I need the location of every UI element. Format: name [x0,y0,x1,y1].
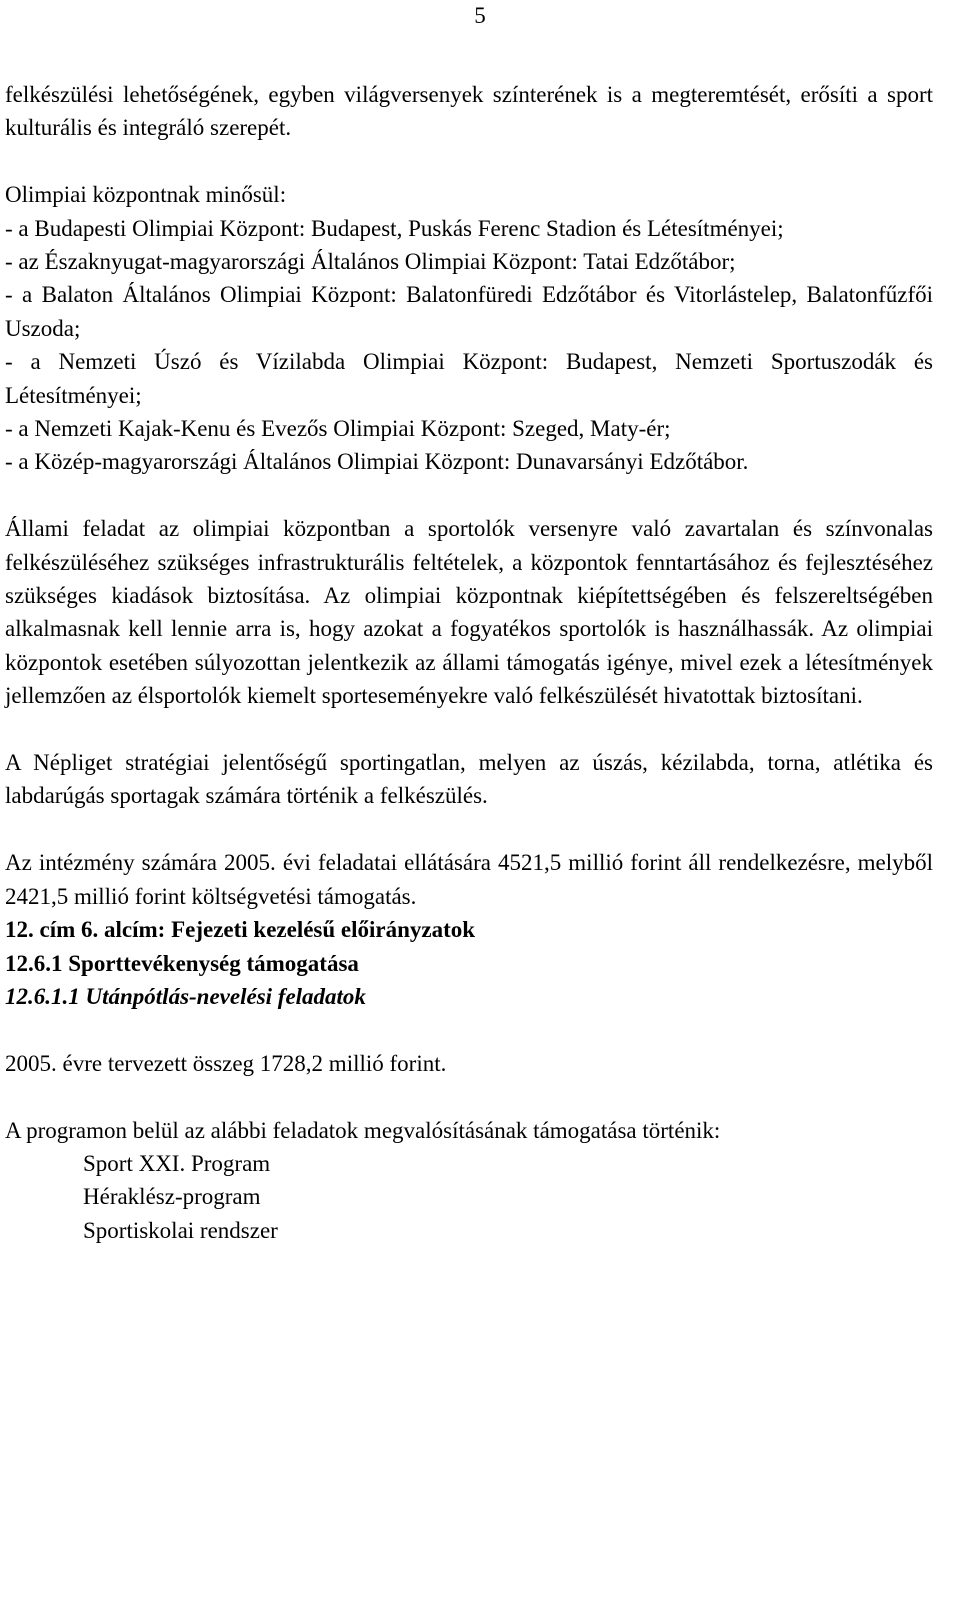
olympic-center-item: - a Nemzeti Úszó és Vízilabda Olimpiai Központ: Budapest, Nemzeti Sportuszodák és Létesítményei; [5,349,933,408]
program-list [5,1147,933,1247]
olympic-center-item: - a Balaton Általános Olimpiai Központ: Balatonfüredi Edzőtábor és Vitorlástelep, Balatonfűzfői Uszoda; [5,282,933,341]
olympic-center-item: - a Nemzeti Kajak-Kenu és Evezős Olimpiai Központ: Szeged, Maty-ér; [5,416,671,442]
section-heading-chapter: 12. cím 6. alcím: Fejezeti kezelésű előirányzatok [5,917,476,943]
olympic-centers-section [5,178,933,479]
state-task-paragraph: Állami feladat az olimpiai központban a sportolók versenyre való zavartalan és színvonalas felkészüléséhez szükséges infrastrukturális feltételek, a központok fenntartásához és fejlesztéséhez szükséges kiadások biztosítása. Az olimpiai központnak kiépítettségében és felszereltségében alkalmasnak kell lennie arra is, hogy azokat a fogyatékos sportolók is használhassák. Az olimpiai központok esetében súlyozottan jelentkezik az állami támogatás igénye, mivel ezek a létesítmények jellemzően az élsportolók kiemelt sporteseményekre való felkészülését hivatottak biztosítani. [5,516,933,709]
nepliget-paragraph: A Népliget stratégiai jelentőségű sportingatlan, melyen az úszás, kézilabda, torna, atlétika és labdarúgás sportagak számára történik a felkészülés. [5,750,933,809]
document-body [5,78,933,1247]
budget-paragraph: Az intézmény számára 2005. évi feladatai ellátására 4521,5 millió forint áll rendelkezésre, melyből 2421,5 millió forint költségvetési támogatás. [5,850,933,909]
olympic-centers-lead: Olimpiai központnak minősül: [5,182,287,208]
page-number: 5 [474,3,486,28]
olympic-center-item: - az Északnyugat-magyarországi Általános Olimpiai Központ: Tatai Edzőtábor; [5,249,736,275]
olympic-center-item: - a Budapesti Olimpiai Központ: Budapest, Puskás Ferenc Stadion és Létesítményei; [5,215,784,241]
program-lead-line: A programon belül az alábbi feladatok megvalósításának támogatása történik: [5,1117,721,1143]
planned-amount-line: 2005. évre tervezett összeg 1728,2 millió forint. [5,1050,447,1076]
section-heading-subtitle: 12.6.1 Sporttevékenység támogatása [5,950,359,976]
section-heading-subsubtitle: 12.6.1.1 Utánpótlás-nevelési feladatok [5,983,366,1009]
program-list-item: Héraklész-program [83,1184,261,1210]
intro-paragraph: felkészülési lehetőségének, egyben világversenyek színterének is a megteremtését, erősíti a sport kulturális és integráló szerepét. [5,82,933,141]
olympic-center-item: - a Közép-magyarországi Általános Olimpiai Központ: Dunavarsányi Edzőtábor. [5,449,749,475]
program-list-item: Sportiskolai rendszer [83,1217,278,1243]
program-list-item: Sport XXI. Program [83,1150,271,1176]
